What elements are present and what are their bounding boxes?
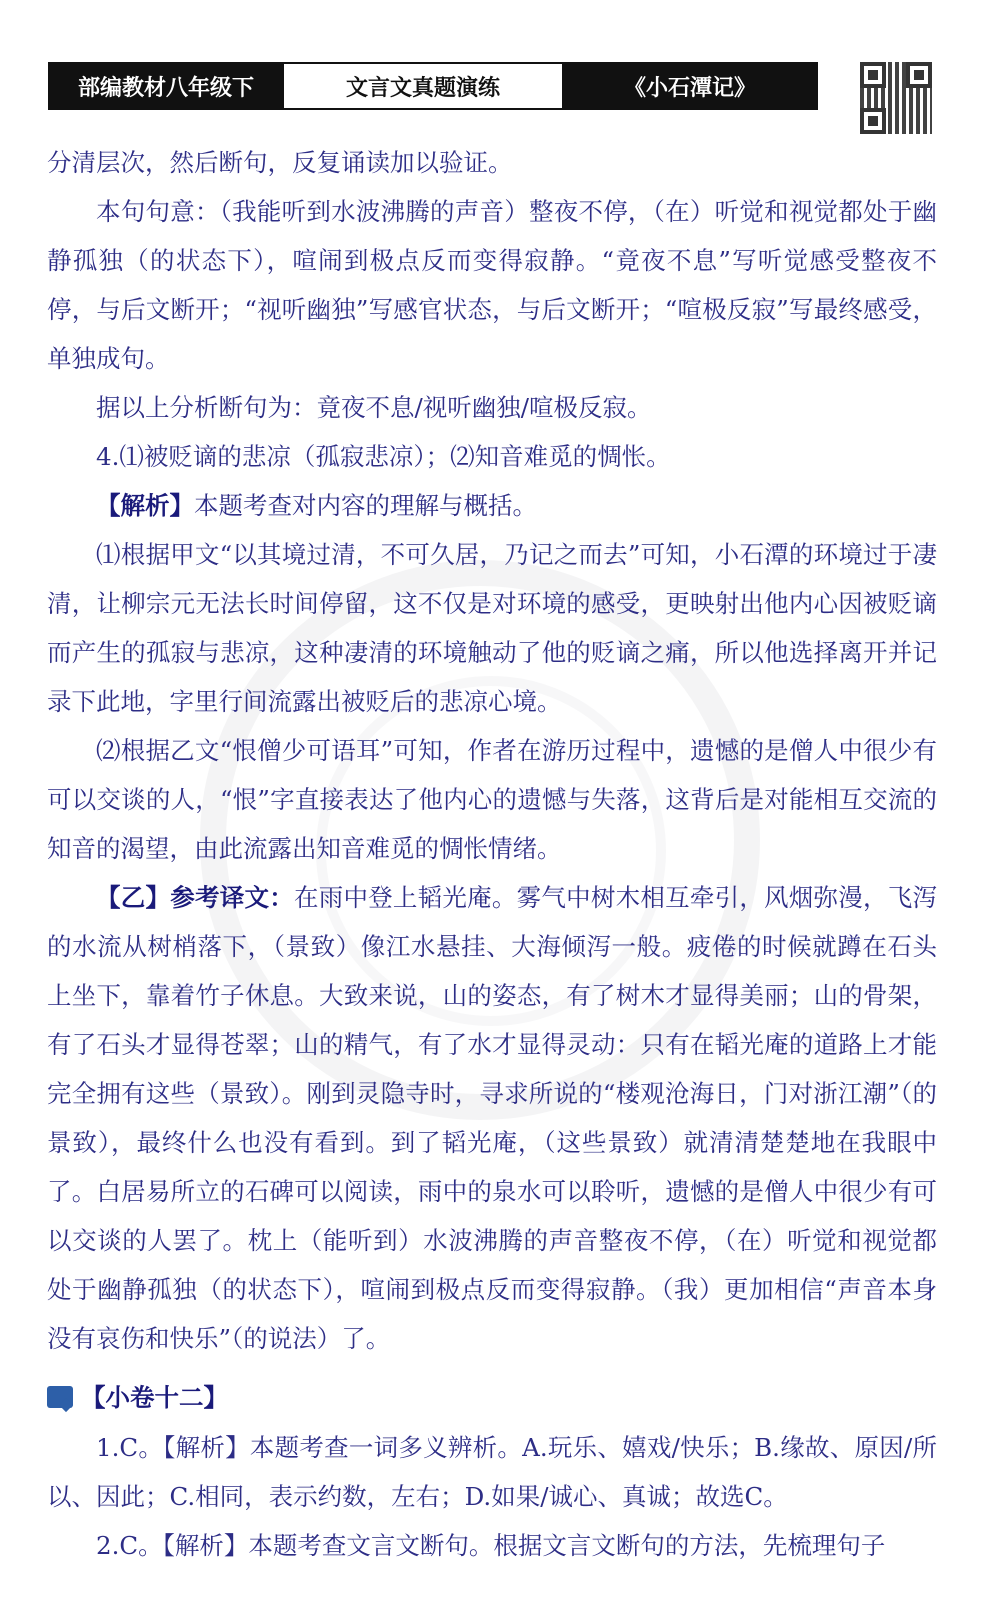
translation-tag: 【乙】参考译文： — [96, 883, 294, 912]
answer-1: 1.C。【解析】本题考查一词多义辨析。A.玩乐、嬉戏/快乐；B.缘故、原因/所以、因此；C.相同，表示约数，左右；D.如果/诚心、真诚；故选C。 — [47, 1433, 937, 1511]
qr-code-icon[interactable] — [860, 62, 932, 134]
paragraph: ⑴根据甲文“以其境过清，不可久居，乃记之而去”可知，小石潭的环境过于凄清，让柳宗元无法长时间停留，这不仅是对环境的感受，更映射出他内心因被贬谪而产生的孤寂与悲凉，这种凄清的环境触动了他的贬谪之痛，所以他选择离开并记录下此地，字里行间流露出被贬后的悲凉心境。 — [47, 540, 937, 716]
analysis-text: 本题考查对内容的理解与概括。 — [194, 491, 537, 520]
analysis-tag: 【解析】 — [96, 491, 194, 520]
qr-finder — [906, 62, 932, 88]
analysis-paragraph — [47, 481, 937, 530]
header-title: 《小石潭记》 — [564, 64, 816, 108]
answer-4: 4.⑴被贬谪的悲凉（孤寂悲凉）；⑵知音难觅的惆怅。 — [96, 442, 671, 471]
answer-2: 2.C。【解析】本题考查文言文断句。根据文言文断句的方法，先梳理句子 — [96, 1531, 886, 1560]
page-header — [48, 62, 818, 110]
section-title: 【小卷十二】 — [81, 1382, 228, 1412]
page-content — [47, 138, 937, 1570]
header-grade: 部编教材八年级下 — [50, 64, 282, 108]
qr-finder — [860, 108, 886, 134]
translation-paragraph — [47, 873, 937, 1363]
paragraph: ⑵根据乙文“恨僧少可语耳”可知，作者在游历过程中，遗憾的是僧人中很少有可以交谈的人，“恨”字直接表达了他内心的遗憾与失落，这背后是对能相互交流的知音的渴望，由此流露出知音难觅的惆怅情绪。 — [47, 736, 937, 863]
section-heading — [47, 1371, 937, 1423]
header-topic: 文言文真题演练 — [282, 64, 564, 108]
paragraph: 本句句意：（我能听到水波沸腾的声音）整夜不停，（在）听觉和视觉都处于幽静孤独（的状态下），喧闹到极点反而变得寂静。“竟夜不息”写听觉感受整夜不停，与后文断开；“视听幽独”写感官状态，与后文断开；“喧极反寂”写最终感受，单独成句。 — [47, 197, 937, 373]
translation-text: 在雨中登上韬光庵。雾气中树木相互牵引，风烟弥漫，飞泻的水流从树梢落下，（景致）像江水悬挂、大海倾泻一般。疲倦的时候就蹲在石头上坐下，靠着竹子休息。大致来说，山的姿态，有了树木才显得美丽；山的骨架，有了石头才显得苍翠；山的精气，有了水才显得灵动：只有在韬光庵的道路上才能完全拥有这些（景致）。刚到灵隐寺时，寻求所说的“楼观沧海日，门对浙江潮”（的景致），最终什么也没有看到。到了韬光庵，（这些景致）就清清楚楚地在我眼中了。白居易所立的石碑可以阅读，雨中的泉水可以聆听，遗憾的是僧人中很少有可以交谈的人罢了。枕上（能听到）水波沸腾的声音整夜不停，（在）听觉和视觉都处于幽静孤独（的状态下），喧闹到极点反而变得寂静。（我）更加相信“声音本身没有哀伤和快乐”（的说法）了。 — [47, 883, 938, 1353]
paragraph: 据以上分析断句为：竟夜不息/视听幽独/喧极反寂。 — [96, 393, 652, 422]
flag-icon — [47, 1386, 73, 1408]
qr-finder — [860, 62, 886, 88]
paragraph: 分清层次，然后断句，反复诵读加以验证。 — [47, 148, 513, 177]
